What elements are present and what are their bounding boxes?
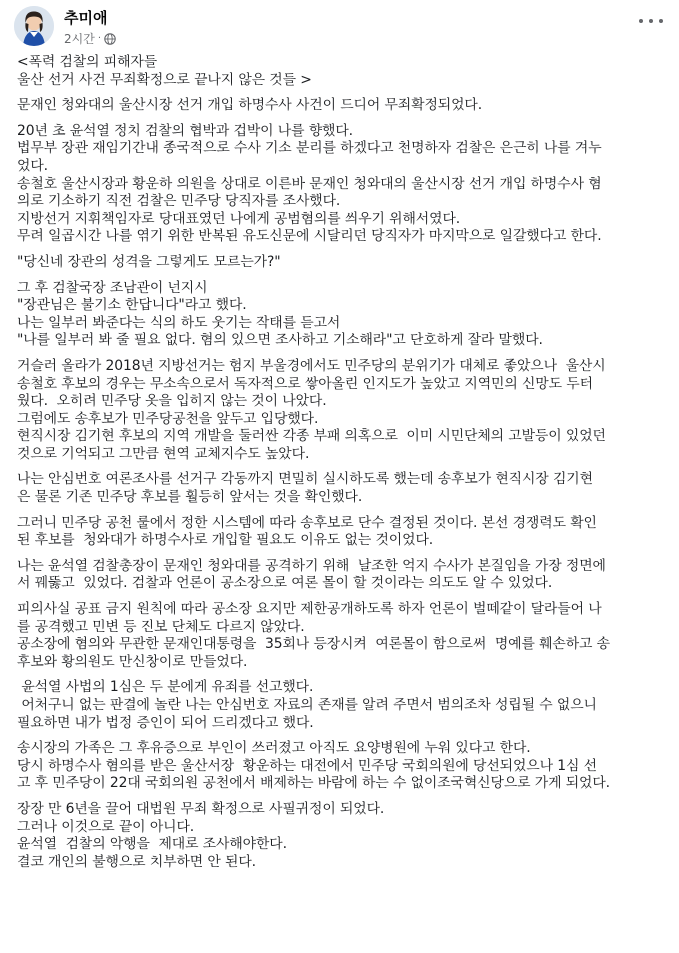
post-text-line: 그러니 민주당 공천 룰에서 정한 시스템에 따라 송후보로 단수 결정된 것이다. 본선 경쟁력도 확인 (17, 514, 597, 531)
post-text-line: "당신네 장관의 성격을 그렇게도 모르는가?" (17, 253, 281, 270)
post-text-line: 윤석열 사법의 1심은 두 분에게 유죄를 선고했다. (17, 679, 314, 696)
post-text-line: 그 후 검찰국장 조남관이 넌지시 (17, 279, 208, 296)
post-text-line: 를 공격했고 민변 등 진보 단체도 다르지 않았다. (17, 618, 305, 635)
profile-photo-icon (14, 6, 54, 46)
post-text-line: 문재인 청와대의 울산시장 선거 개입 하명수사 사건이 드디어 무죄확정되었다. (17, 97, 483, 114)
post-text-line: 나는 윤석열 검찰총장이 문재인 청와대를 공격하기 위해 날조한 억지 수사가 본질임을 가장 정면에 (17, 557, 606, 574)
post-paragraph (17, 679, 672, 732)
post-paragraph (17, 558, 672, 593)
post-body (17, 54, 672, 879)
post-paragraph (17, 740, 672, 793)
post-text-line: 거슬러 올라가 2018년 지방선거는 험지 부울경에서도 민주당의 분위기가 대체로 좋았으나 울산시 (17, 357, 606, 374)
post-text-line: 그럼에도 송후보가 민주당공천을 앞두고 입당했다. (17, 410, 319, 427)
globe-icon (104, 33, 116, 45)
post-paragraph (17, 358, 672, 464)
post-text-line: 윤석열 검찰의 악행을 제대로 조사해야한다. (17, 836, 287, 853)
post-text-line: 웠다. 오히려 민주당 옷을 입히지 않는 것이 나았다. (17, 393, 327, 410)
post-text-line: 법무부 장관 재임기간내 종국적으로 수사 기소 분리를 하겠다고 천명하자 검찰은 은근히 나를 겨누 (17, 140, 602, 157)
post-text-line: 의로 기소하기 직전 검찰은 민주당 당직자를 조사했다. (17, 193, 341, 210)
post-paragraph (17, 515, 672, 550)
post-paragraph (17, 123, 672, 246)
post-text-line: 공소장에 혐의와 무관한 문재인대통령을 35회나 등장시켜 여론몰이 함으로써 명예를 훼손하고 송 (17, 636, 610, 653)
post-text-line: 나는 안심번호 여론조사를 선거구 각동까지 면밀히 실시하도록 했는데 송후보가 현직시장 김기현 (17, 471, 593, 488)
post-time[interactable]: 2시간 (64, 32, 95, 46)
post-text-line: 당시 하명수사 혐의를 받은 울산서장 황운하는 대전에서 민주당 국회의원에 당선되었으나 1심 선 (17, 757, 597, 774)
post-text-line: 현직시장 김기현 후보의 지역 개발을 둘러싼 각종 부패 의혹으로 이미 시민단체의 고발등이 있었던 (17, 428, 606, 445)
avatar[interactable] (14, 6, 54, 46)
post-text-line: 결코 개인의 불행으로 치부하면 안 된다. (17, 853, 256, 870)
more-options-icon[interactable] (639, 14, 663, 28)
post-text-line: 장장 만 6년을 끌어 대법원 무죄 확정으로 사필귀정이 되었다. (17, 800, 385, 817)
post-text-line: 송철호 후보의 경우는 무소속으로서 독자적으로 쌓아올린 인지도가 높았고 지역민의 신망도 두터 (17, 375, 593, 392)
author-name[interactable]: 추미애 (64, 9, 108, 27)
post-text-line: 지방선거 지휘책임자로 당대표였던 나에게 공범혐의를 씌우기 위해서였다. (17, 210, 461, 227)
meta-separator: · (97, 33, 102, 44)
post-text-line: 후보와 황의원도 만신창이로 만들었다. (17, 653, 248, 670)
post-text-line: <폭력 검찰의 피해자들 (17, 54, 158, 70)
post-paragraph (17, 97, 672, 115)
post-text-line: "장관님은 불기소 한답니다"라고 했다. (17, 297, 247, 314)
post-text-line: 된 후보를 청와대가 하명수사로 개입할 필요도 이유도 없는 것이었다. (17, 532, 434, 549)
post-text-line: 송철호 울산시장과 황운하 의원을 상대로 이른바 문재인 청와대의 울산시장 선거 개입 하명수사 혐 (17, 175, 602, 192)
post-paragraph (17, 471, 672, 506)
post-paragraph (17, 54, 672, 89)
post-paragraph (17, 254, 672, 272)
post-paragraph (17, 801, 672, 871)
post-text-line: 송시장의 가족은 그 후유증으로 부인이 쓰러졌고 아직도 요양병원에 누워 있다고 한다. (17, 740, 531, 757)
post-meta (64, 30, 116, 47)
post-text-line: 것으로 기억되고 그만큼 현역 교체지수도 높았다. (17, 445, 310, 462)
post-text-line: 었다. (17, 157, 48, 174)
post-text-line: 고 후 민주당이 22대 국회의원 공천에서 배제하는 바람에 하는 수 없이조국혁신당으로 가게 되었다. (17, 775, 610, 792)
post-paragraph (17, 280, 672, 350)
post-text-line: 그러나 이것으로 끝이 아니다. (17, 818, 195, 835)
post-text-line: 은 물론 기존 민주당 후보를 훨등히 앞서는 것을 확인했다. (17, 489, 363, 506)
post-text-line: 어처구니 없는 판결에 놀란 나는 안심번호 자료의 존재를 알려 주면서 범의조차 성립될 수 없으니 (17, 697, 597, 713)
post-text-line: 필요하면 내가 법정 증인이 되어 드리겠다고 했다. (17, 714, 314, 731)
post-header (14, 6, 669, 50)
post-text-line: 20년 초 윤석열 정치 검찰의 협박과 겁박이 나를 향했다. (17, 122, 354, 139)
post-text-line: 피의사실 공표 금지 원칙에 따라 공소장 요지만 제한공개하도록 하자 언론이 벌떼같이 달라들어 나 (17, 601, 602, 618)
post-text-line: 울산 선거 사건 무죄확정으로 끝나지 않은 것들 > (17, 71, 312, 88)
post-text-line: 무려 일곱시간 나를 엮기 위한 반복된 유도신문에 시달리던 당직자가 마지막으로 일갈했다고 한다. (17, 228, 602, 245)
post-text-line: "나를 일부러 봐 줄 필요 없다. 혐의 있으면 조사하고 기소해라"고 단호하게 잘라 말했다. (17, 332, 543, 349)
post-text-line: 서 꿰뚫고 있었다. 검찰과 언론이 공소장으로 여론 몰이 할 것이라는 의도도 알 수 있었다. (17, 575, 553, 592)
post-paragraph (17, 601, 672, 671)
post-text-line: 나는 일부러 봐준다는 식의 하도 웃기는 작태를 듣고서 (17, 314, 341, 331)
